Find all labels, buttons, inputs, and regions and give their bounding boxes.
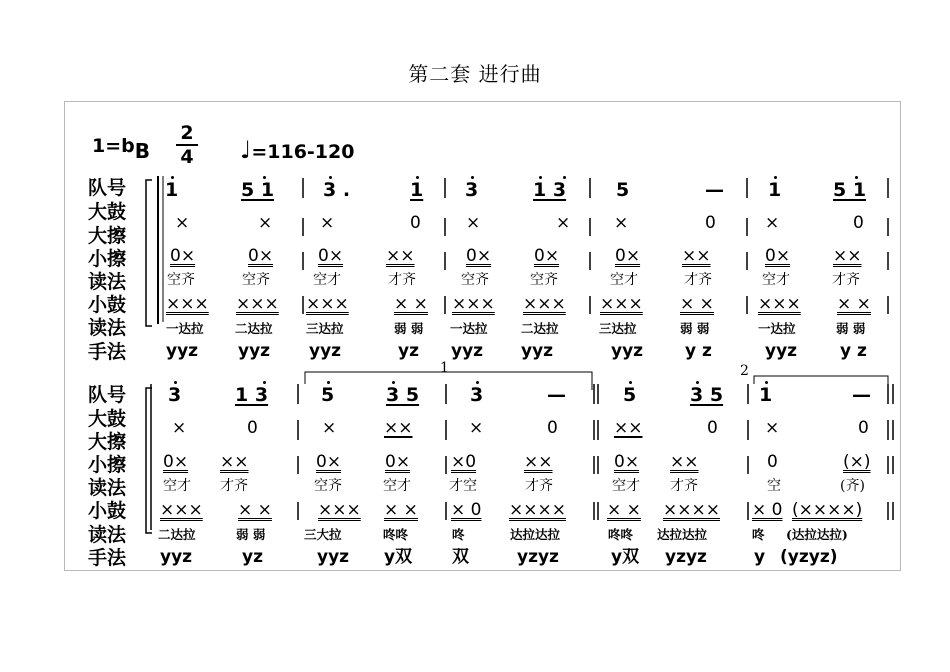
sys2-duihao-note: 3 5 — [386, 384, 420, 406]
sys2-dagu-hit: ×× — [614, 418, 643, 438]
sys2-shoufa-stroke: yzyz — [517, 547, 559, 567]
sys1-xiaogu-beat: × × — [680, 294, 714, 314]
sys1-duihao-note: 5 1 — [241, 179, 275, 201]
sys2-dufa2-word: 咚咚 — [608, 527, 634, 542]
sys1-dufa-word: 空齐 — [167, 272, 195, 288]
sys2-duihao-note: 3 5 — [690, 384, 724, 406]
sys1-shoufa-stroke: yyz — [238, 341, 271, 361]
sys2-shoufa-stroke: 双 — [452, 547, 469, 567]
sys2-dagu-hit: × — [469, 418, 484, 438]
label-xiaogu-1: 小鼓 — [88, 294, 127, 316]
sys2-dufa-word: 空才 — [163, 478, 191, 494]
sys2-dagu-hit: × — [172, 418, 187, 438]
sys2-xiaogu-beat: × × — [238, 500, 272, 520]
sys1-xiaogu-beat: ××× — [306, 294, 349, 314]
time-bottom: 4 — [180, 146, 194, 168]
tempo-text: =116-120 — [251, 141, 355, 163]
sys1-shoufa-stroke: y z — [685, 341, 712, 361]
label-duihao-2: 队号 — [88, 384, 127, 406]
sys1-shoufa-stroke: yyz — [765, 341, 798, 361]
label-xiaogu-2: 小鼓 — [88, 500, 127, 522]
sys2-dufa-word: (齐) — [840, 478, 865, 494]
key-letter: B — [134, 139, 150, 163]
high-dot — [539, 176, 542, 179]
sys1-dagu-hit: × — [175, 213, 190, 233]
time-signature — [176, 122, 198, 168]
sys1-dagu-hit: 0 — [410, 213, 421, 233]
sys1-xiaogu-beat: ××× — [236, 294, 279, 314]
sys2-xiaogu-beat: × 0 — [752, 500, 783, 520]
sys2-dufa2-word: 咚咚 — [383, 527, 409, 542]
sys1-dufa-word: 才齐 — [388, 272, 416, 288]
sys1-dufa-word: 空才 — [610, 272, 638, 288]
high-dot — [392, 381, 395, 384]
sys1-dagu-hit: × — [765, 213, 780, 233]
sys2-dufa2-word: (达拉达拉) — [786, 527, 848, 542]
label-shoufa-2: 手法 — [88, 547, 127, 569]
sys1-dagu-hit: 0 — [853, 213, 864, 233]
label-xiaocha-2: 小擦 — [88, 454, 127, 476]
sys2-dufa-word: 才齐 — [670, 478, 698, 494]
sys2-dagu-hit: 0 — [547, 418, 558, 438]
sys1-dufa-word: 空才 — [313, 272, 341, 288]
sys1-xiaogu-beat: ××× — [758, 294, 801, 314]
label-dagu-2: 大鼓 — [88, 408, 127, 430]
sys1-dagu-hit: × — [466, 213, 481, 233]
sys1-shoufa-stroke: yz — [398, 341, 419, 361]
sys1-xiaocha-beat: ×× — [386, 246, 415, 266]
sys2-xiaocha-beat: ×× — [670, 452, 699, 472]
sys2-xiaogu-beat: × 0 — [451, 500, 482, 520]
sys1-dagu-hit: × — [614, 213, 629, 233]
sys2-dufa-word: 空 — [767, 478, 781, 494]
time-top: 2 — [180, 122, 194, 144]
high-dot — [855, 176, 858, 179]
sys1-duihao-note: 5 1 — [833, 179, 867, 201]
sys1-dufa2-word: 一达拉 — [166, 321, 204, 336]
sys1-xiaocha-beat: 0× — [466, 246, 492, 266]
sys2-xiaocha-beat: ×0 — [451, 452, 477, 472]
sys2-dufa2-word: 达拉达拉 — [510, 527, 561, 542]
sys1-xiaogu-beat: ××× — [523, 294, 566, 314]
sys2-dufa-word: 才齐 — [220, 478, 248, 494]
sys2-duihao-note: — — [852, 384, 871, 406]
volta-2-number: 2 — [740, 363, 749, 379]
sys1-xiaogu-beat: × × — [837, 294, 871, 314]
high-dot — [563, 176, 566, 179]
sys1-dufa2-word: 三达拉 — [599, 321, 637, 336]
sys2-xiaocha-beat: 0 — [767, 452, 778, 472]
sys1-dufa2-word: 三达拉 — [306, 321, 344, 336]
sys2-shoufa-stroke: yyz — [317, 547, 350, 567]
sys1-xiaocha-beat: ×× — [833, 246, 862, 266]
sys1-xiaogu-beat: ××× — [452, 294, 495, 314]
high-dot — [327, 381, 330, 384]
sys1-dufa-word: 空齐 — [242, 272, 270, 288]
sys1-duihao-note: 5 — [616, 179, 630, 201]
sys2-shoufa-stroke: yz — [242, 547, 263, 567]
sys2-shoufa-stroke: y双 — [611, 547, 640, 567]
high-dot — [263, 381, 266, 384]
sys1-dufa2-word: 二达拉 — [235, 321, 273, 336]
sys1-shoufa-stroke: yyz — [166, 341, 199, 361]
sys2-xiaocha-beat: 0× — [316, 452, 342, 472]
sys2-xiaogu-beat: ×××× — [663, 500, 720, 520]
high-dot — [765, 381, 768, 384]
sys2-shoufa-stroke: (yzyz) — [780, 547, 838, 567]
sys1-xiaogu-beat: ××× — [166, 294, 209, 314]
sys1-dufa-word: 空才 — [762, 272, 790, 288]
sys1-shoufa-stroke: yyz — [451, 341, 484, 361]
high-dot — [174, 381, 177, 384]
sys2-xiaocha-beat: (×) — [843, 452, 871, 472]
high-dot — [329, 176, 332, 179]
sys1-dagu-hit: × — [556, 213, 571, 233]
sys1-duihao-note: 1 — [165, 179, 179, 201]
label-dufa-2: 读法 — [88, 477, 127, 499]
high-dot — [471, 176, 474, 179]
sys2-dufa-word: 才空 — [449, 478, 477, 494]
sys1-dufa2-word: 一达拉 — [450, 321, 488, 336]
sys1-dufa-word: 才齐 — [684, 272, 712, 288]
sys2-shoufa-stroke: y — [754, 547, 766, 567]
high-dot — [171, 176, 174, 179]
sys1-dagu-hit: 0 — [705, 213, 716, 233]
key-signature — [92, 133, 150, 163]
label-dagu-1: 大鼓 — [88, 201, 127, 223]
high-dot — [629, 381, 632, 384]
sys1-duihao-note: 1 3 — [533, 179, 567, 201]
sys2-dufa2-word: 二达拉 — [158, 527, 196, 542]
sys1-dufa-word: 空齐 — [461, 272, 489, 288]
sys2-duihao-note: 1 3 — [235, 384, 269, 406]
sys1-dufa-word: 才齐 — [832, 272, 860, 288]
sys1-dufa2-word: 弱 弱 — [680, 321, 710, 336]
label-dufa-1: 读法 — [88, 271, 127, 293]
sys2-dagu-hit: 0 — [858, 418, 869, 438]
high-dot — [263, 176, 266, 179]
high-dot — [696, 381, 699, 384]
sys2-dufa2-word: 咚 — [752, 527, 765, 542]
label-shoufa-1: 手法 — [88, 341, 127, 363]
high-dot — [476, 381, 479, 384]
sys1-xiaocha-beat: 0× — [248, 246, 274, 266]
sys1-xiaocha-beat: 0× — [765, 246, 791, 266]
sys2-dagu-hit: ×× — [384, 418, 413, 438]
sys2-xiaogu-beat: ××× — [318, 500, 361, 520]
high-dot — [774, 176, 777, 179]
sys2-shoufa-stroke: yyz — [160, 547, 193, 567]
sys1-dufa-word: 空齐 — [530, 272, 558, 288]
sys1-shoufa-stroke: y z — [840, 341, 867, 361]
sys1-xiaocha-beat: 0× — [534, 246, 560, 266]
page-title: 第二套 进行曲 — [408, 62, 542, 86]
sys1-xiaocha-beat: ×× — [682, 246, 711, 266]
sys2-xiaogu-beat: × × — [384, 500, 418, 520]
sys2-dagu-hit: × — [322, 418, 337, 438]
sys1-xiaocha-beat: 0× — [318, 246, 344, 266]
sys1-shoufa-stroke: yyz — [309, 341, 342, 361]
sys1-shoufa-stroke: yyz — [611, 341, 644, 361]
sys2-duihao-note: 5 — [623, 384, 637, 406]
sys2-xiaogu-beat: (××××) — [792, 500, 863, 520]
sys1-duihao-note: 3 . — [323, 179, 351, 201]
sys2-xiaogu-beat: ××× — [160, 500, 203, 520]
sys2-shoufa-stroke: y双 — [384, 547, 413, 567]
sys2-dufa-word: 空齐 — [314, 478, 342, 494]
sys2-xiaocha-beat: 0× — [614, 452, 640, 472]
sys2-dufa-word: 空才 — [612, 478, 640, 494]
sys2-dufa2-word: 咚 — [452, 527, 465, 542]
sys1-xiaocha-beat: 0× — [615, 246, 641, 266]
label-xiaocha-1: 小擦 — [88, 248, 127, 270]
sys1-shoufa-stroke: yyz — [521, 341, 554, 361]
sys2-duihao-note: 3 — [470, 384, 484, 406]
sys1-xiaogu-beat: ××× — [600, 294, 643, 314]
label-dacha-2: 大擦 — [88, 431, 127, 453]
sys1-duihao-note: 1 — [768, 179, 782, 201]
tempo-marking — [240, 136, 354, 164]
sys2-dufa2-word: 三大拉 — [304, 527, 342, 542]
sys2-xiaogu-beat: ×××× — [509, 500, 566, 520]
sys2-dagu-hit: 0 — [247, 418, 258, 438]
sys1-dufa2-word: 弱 弱 — [394, 321, 424, 336]
sys1-xiaocha-beat: 0× — [170, 246, 196, 266]
label-dufa2-2: 读法 — [88, 524, 127, 546]
volta-1-number: 1 — [440, 360, 449, 376]
sys1-duihao-note: 3 — [465, 179, 479, 201]
sys1-dufa2-word: 二达拉 — [521, 321, 559, 336]
sys2-duihao-note: 1 — [759, 384, 773, 406]
sys2-dufa2-word: 达拉达拉 — [657, 527, 708, 542]
quarter-note-icon: ♩ — [240, 136, 252, 164]
sys1-dagu-hit: × — [258, 213, 273, 233]
label-dufa2-1: 读法 — [88, 317, 127, 339]
sys2-dufa2-word: 弱 弱 — [236, 527, 266, 542]
sys1-duihao-note: — — [705, 179, 724, 201]
sys1-dagu-hit: × — [320, 213, 335, 233]
sys2-dagu-hit: × — [765, 418, 780, 438]
sys2-xiaocha-beat: 0× — [163, 452, 189, 472]
sys1-dufa2-word: 一达拉 — [758, 321, 796, 336]
key-prefix: 1=b — [92, 135, 135, 157]
sys2-xiaocha-beat: 0× — [385, 452, 411, 472]
sys2-xiaogu-beat: × × — [607, 500, 641, 520]
sys2-dufa-word: 才齐 — [525, 478, 553, 494]
sys2-xiaocha-beat: ×× — [524, 452, 553, 472]
sys2-dufa-word: 空才 — [383, 478, 411, 494]
label-duihao-1: 队号 — [88, 177, 127, 199]
sys2-duihao-note: 3 — [168, 384, 182, 406]
sys2-shoufa-stroke: yzyz — [665, 547, 707, 567]
sys2-duihao-note: 5 — [321, 384, 335, 406]
sys2-dagu-hit: 0 — [707, 418, 718, 438]
label-dacha-1: 大擦 — [88, 225, 127, 247]
high-dot — [416, 176, 419, 179]
sys1-duihao-note: 1 — [410, 179, 424, 201]
sys1-dufa2-word: 弱 弱 — [836, 321, 866, 336]
sys2-duihao-note: — — [547, 384, 566, 406]
sys2-xiaocha-beat: ×× — [220, 452, 249, 472]
sys1-xiaogu-beat: × × — [394, 294, 428, 314]
